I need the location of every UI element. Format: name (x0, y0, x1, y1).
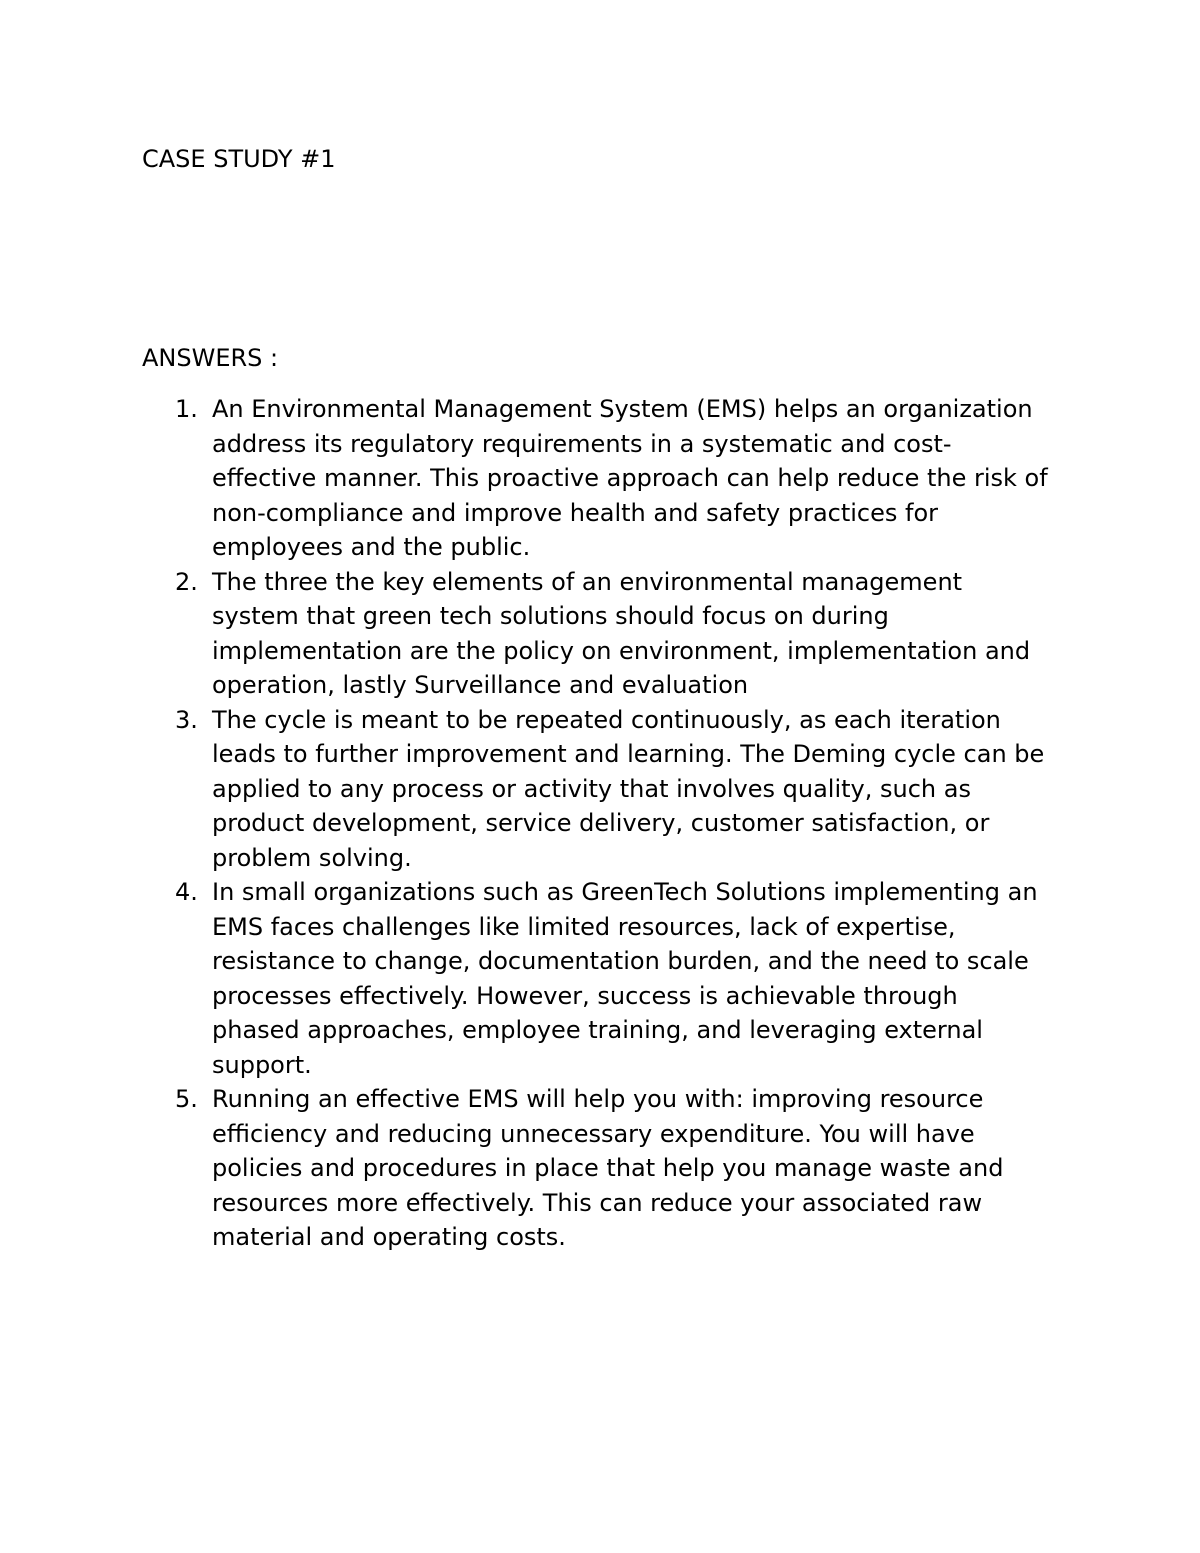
document-title: CASE STUDY #1 (142, 145, 336, 173)
answer-item-3 (175, 703, 1052, 876)
answer-number: 4. (175, 878, 198, 906)
answer-number: 5. (175, 1085, 198, 1113)
answer-item-5 (175, 1082, 1052, 1255)
answer-number: 3. (175, 705, 198, 734)
answer-text: The cycle is meant to be repeated continuously, as each iteration leads to further improvement and learning. The Deming cycle can be applied to any process or activity that involves quality, such as product development, service delivery, customer satisfaction, or problem solving. (212, 705, 1045, 872)
answer-number: 1. (175, 395, 198, 423)
answers-list (175, 392, 1052, 1255)
answer-item-1 (175, 392, 1052, 565)
answer-number: 2. (175, 567, 198, 596)
answer-text: In small organizations such as GreenTech Solutions implementing an EMS faces challenges like limited resources, lack of expertise, resistance to change, documentation burden, and the need to scale processes effectively. However, success is achievable through phased approaches, employee training, and leveraging external support. (212, 878, 1038, 1079)
answer-text: An Environmental Management System (EMS) helps an organization address its regulatory requirements in a systematic and cost-effective manner. This proactive approach can help reduce the risk of non-compliance and improve health and safety practices for employees and the public. (212, 395, 1048, 561)
answer-text: The three the key elements of an environmental management system that green tech solutions should focus on during implementation are the policy on environment, implementation and operation, lastly Surveillance and evaluation (212, 567, 1031, 699)
answers-heading: ANSWERS : (142, 344, 279, 372)
answer-item-4 (175, 875, 1052, 1082)
answer-item-2 (175, 565, 1052, 703)
answer-text: Running an effective EMS will help you with: improving resource efficiency and reducing unnecessary expenditure. You will have policies and procedures in place that help you manage waste and resources more effectively. This can reduce your associated raw material and operating costs. (212, 1085, 1004, 1251)
